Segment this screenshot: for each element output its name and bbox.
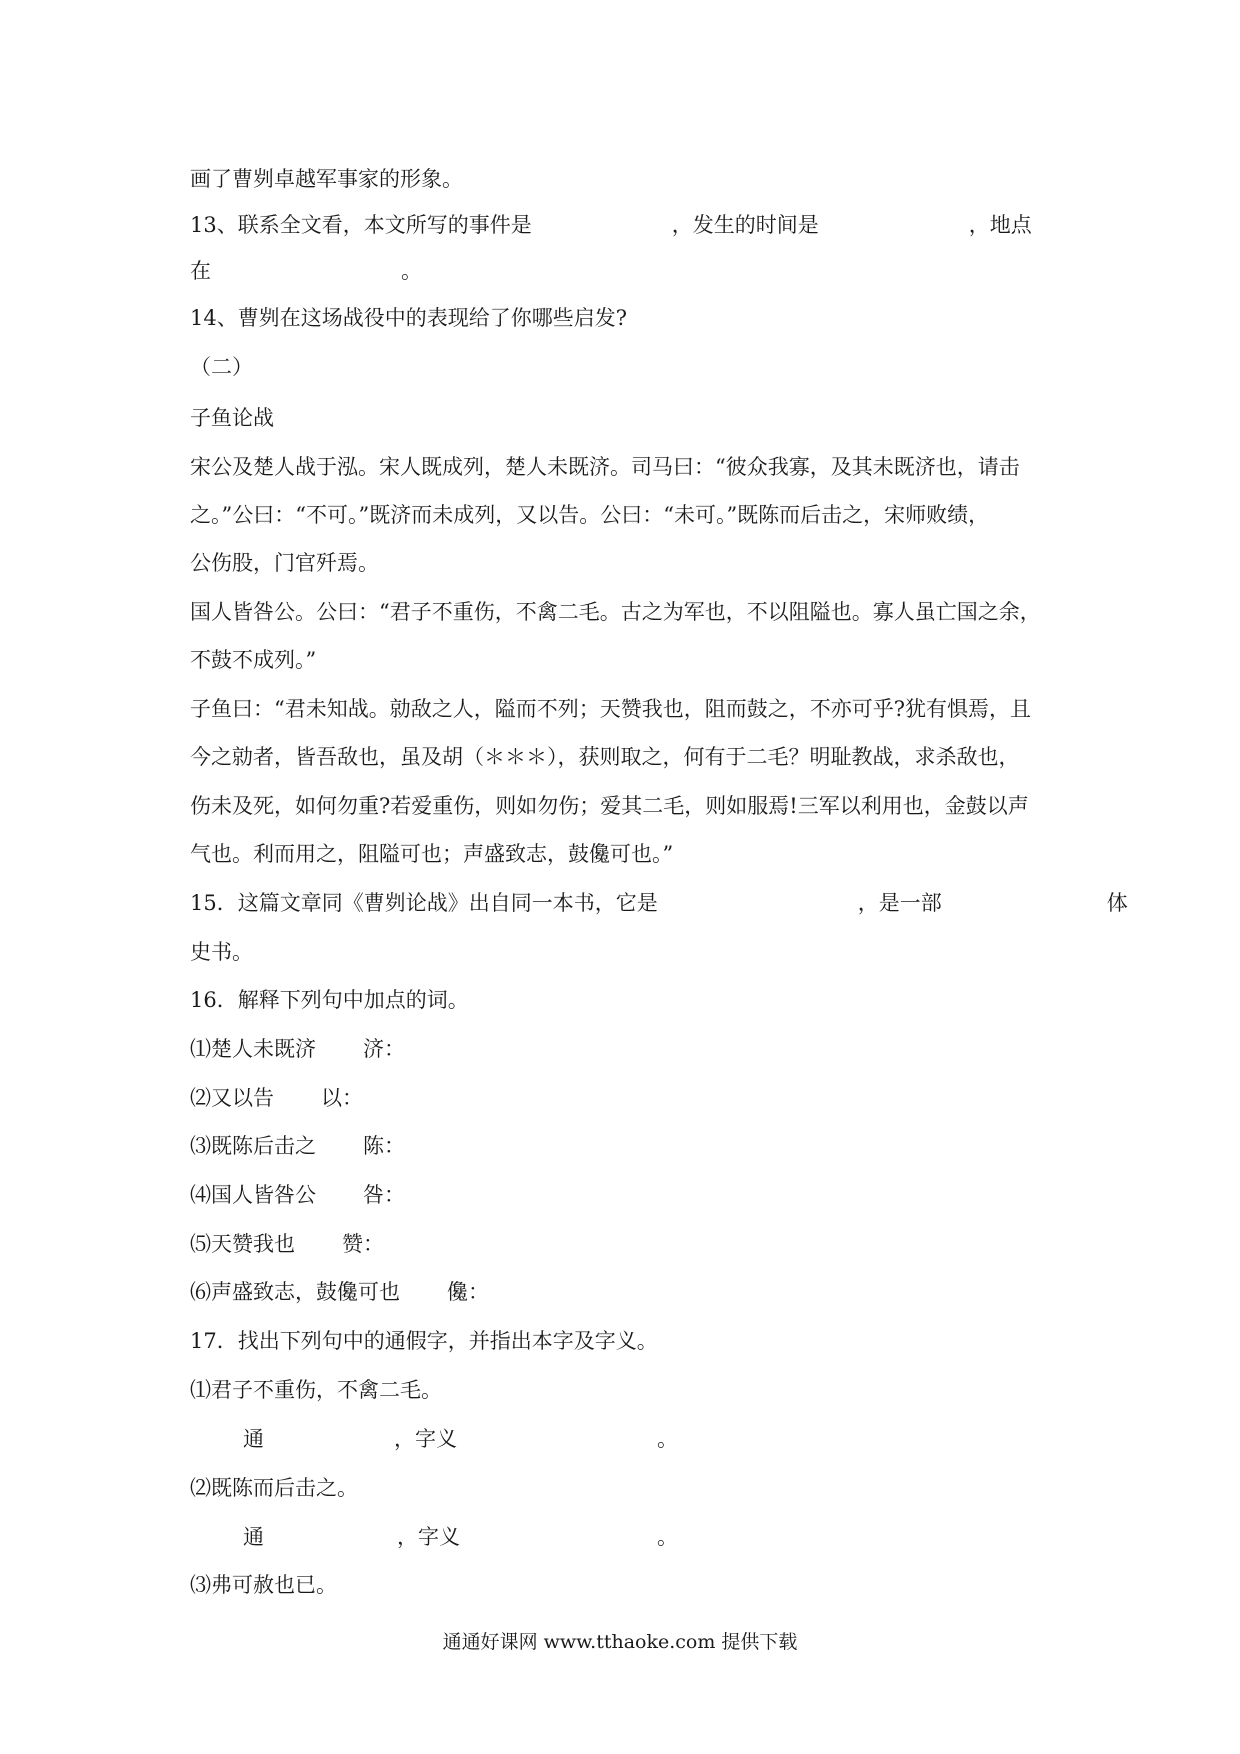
passage-line: 伤未及死，如何勿重?若爱重伤，则如勿伤；爱其二毛，则如服焉!三军以利用也，金鼓以声: [190, 794, 1029, 818]
question-17-item: ⑶弗可赦也已。: [190, 1573, 337, 1597]
passage-text: 宋公及楚人战于泓。宋人既成列，楚人未既济。司马曰：“彼众我寡，及其未既济也，请击: [190, 455, 1020, 479]
question-13-line: [190, 256, 1060, 286]
passage-line: 之。”公曰：“不可。”既济而未成列，又以告。公曰：“未可。”既陈而后击之，宋师败绩，: [190, 503, 990, 527]
item-word: 陈：: [363, 1134, 405, 1158]
text-line: 画了曹刿卓越军事家的形象。: [190, 167, 463, 191]
question-15-text: ，是一部: [857, 891, 942, 915]
passage-title: 子鱼论战: [190, 406, 274, 430]
item-word: 以：: [321, 1086, 363, 1110]
item-word: 咎：: [363, 1183, 405, 1207]
passage-line: 气也。利而用之，阻隘可也；声盛致志，鼓儳可也。”: [190, 842, 674, 866]
question-13-text: 在: [190, 259, 211, 283]
answer-label: ，字义: [394, 1427, 457, 1451]
answer-line: [243, 1424, 1113, 1454]
question-15-text: 15．这篇文章同《曹刿论战》出自同一本书，它是: [190, 891, 658, 915]
question-13-text: 13、联系全文看，本文所写的事件是: [190, 213, 532, 237]
question-16-item: [190, 1083, 1060, 1113]
question-13-line: [190, 210, 1060, 240]
passage-line: 今之勍者，皆吾敌也，虽及胡（＊＊＊），获则取之，何有于二毛？明耻教战，求杀敌也，: [190, 745, 1020, 769]
question-15-line: [190, 888, 1128, 918]
item-word: 儳：: [447, 1280, 489, 1304]
item-sentence: ⑷国人皆咎公: [190, 1183, 316, 1207]
answer-label: 通: [243, 1525, 264, 1549]
question-14: 14、曹刿在这场战役中的表现给了你哪些启发?: [190, 306, 627, 330]
question-13-text: ，发生的时间是: [671, 213, 819, 237]
answer-label: ，字义: [397, 1525, 460, 1549]
item-word: 赞：: [342, 1232, 384, 1256]
passage-line: 国人皆咎公。公曰：“君子不重伤，不禽二毛。古之为军也，不以阻隘也。寡人虽亡国之余，: [190, 600, 1041, 624]
question-17: 17．找出下列句中的通假字，并指出本字及字义。: [190, 1329, 658, 1353]
question-17-item: ⑵既陈而后击之。: [190, 1476, 358, 1500]
passage-line: 子鱼曰：“君未知战。勍敌之人，隘而不列；天赞我也，阻而鼓之，不亦可乎?犹有惧焉，且: [190, 697, 1031, 721]
question-16: 16．解释下列句中加点的词。: [190, 988, 469, 1012]
answer-line: [243, 1522, 1113, 1552]
question-17-item: ⑴君子不重伤，不禽二毛。: [190, 1378, 442, 1402]
section-heading: （二）: [190, 355, 253, 379]
passage-line: 不鼓不成列。”: [190, 648, 317, 672]
question-13-text: 。: [401, 259, 422, 283]
answer-label: 。: [657, 1427, 678, 1451]
question-16-item: [190, 1180, 1060, 1210]
item-sentence: ⑶既陈后击之: [190, 1134, 316, 1158]
question-13-text: ，地点: [968, 213, 1032, 237]
item-sentence: ⑸天赞我也: [190, 1232, 295, 1256]
item-sentence: ⑵又以告: [190, 1086, 274, 1110]
page-footer: 通通好课网 www.tthaoke.com 提供下载: [442, 1631, 798, 1653]
question-15-line: 史书。: [190, 940, 253, 964]
item-sentence: ⑴楚人未既济: [190, 1037, 316, 1061]
passage-line: 公伤股，门官歼焉。: [190, 551, 379, 575]
passage-line: [190, 452, 1060, 482]
item-sentence: ⑹声盛致志，鼓儳可也: [190, 1280, 400, 1304]
item-word: 济：: [363, 1037, 405, 1061]
question-16-item: [190, 1277, 1060, 1307]
answer-label: 通: [243, 1427, 264, 1451]
question-16-item: [190, 1229, 1060, 1259]
question-16-item: [190, 1034, 1060, 1064]
question-15-text: 体: [1106, 891, 1128, 915]
question-16-item: [190, 1131, 1060, 1161]
answer-label: 。: [657, 1525, 678, 1549]
